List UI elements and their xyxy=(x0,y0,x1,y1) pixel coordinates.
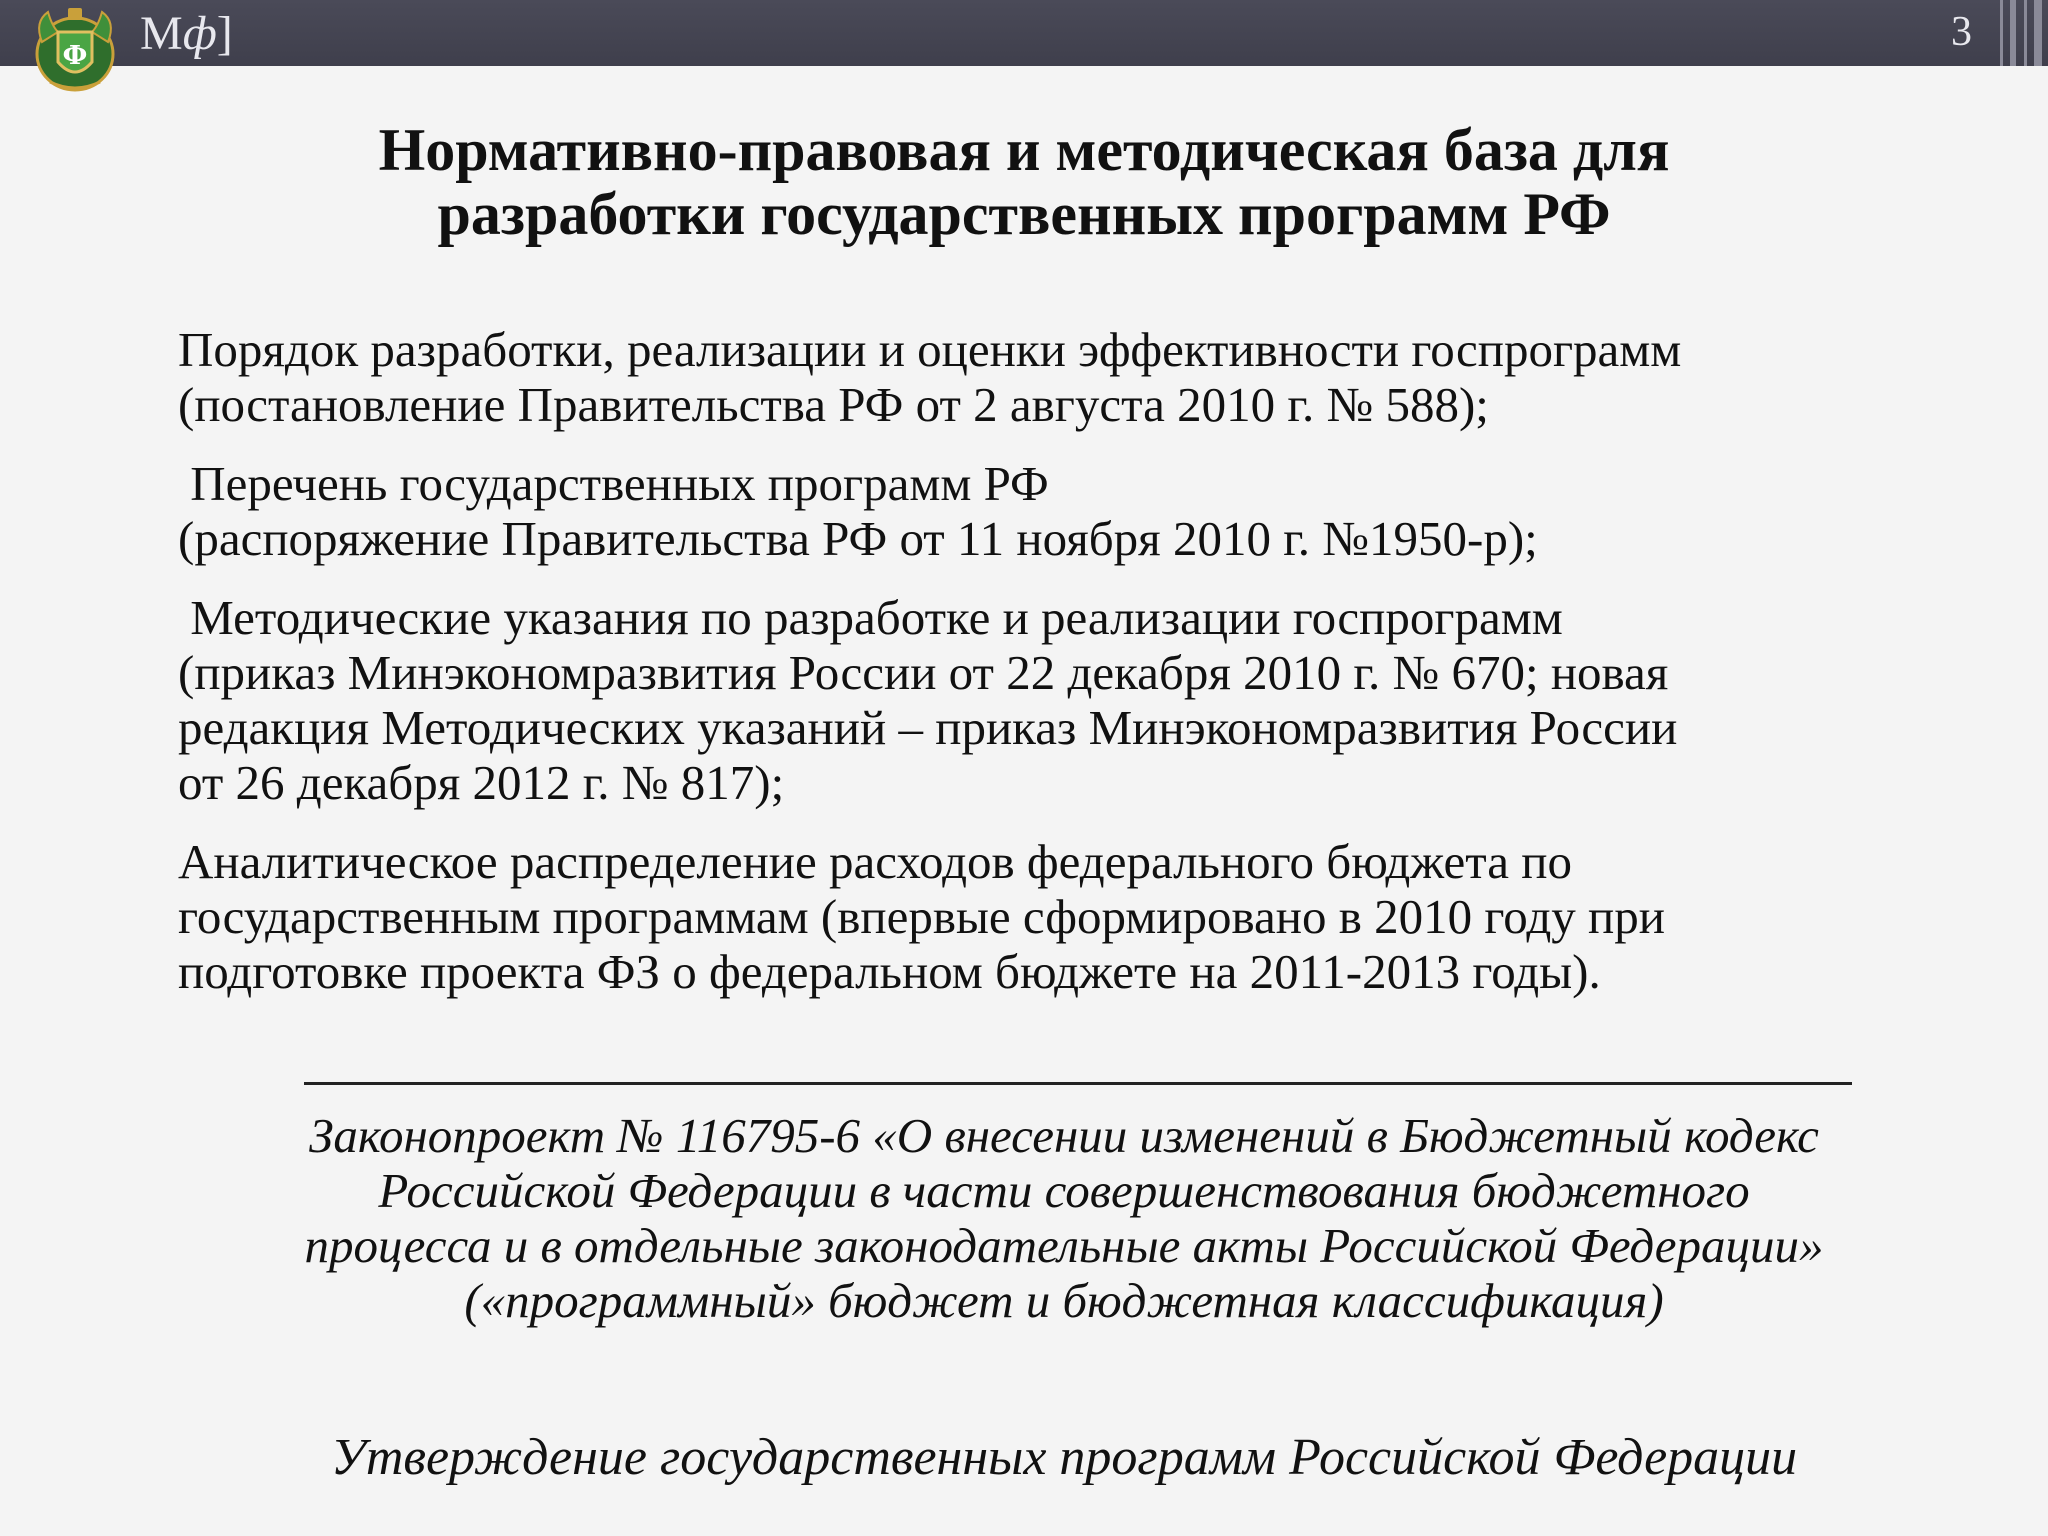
slide-title-line: Нормативно-правовая и методическая база для xyxy=(378,117,1670,183)
approval-note: Утверждение государственных программ Российской Федерации xyxy=(330,1429,1798,1486)
legal-basis-list xyxy=(178,322,1978,1023)
bill-note: Законопроект № 116795-6 «О внесении изменений в Бюджетный кодекс Российской Федерации в части совершенствования бюджетного процесса и в отдельные законодательные акты Российской Федерации» («программный» бюджет и бюджетная классификация) xyxy=(304,1108,1824,1328)
list-item: Методические указания по разработке и реализации госпрограмм (приказ Минэкономразвития России от 22 декабря 2010 г. № 670; новая редакция Методических указаний – приказ Минэкономразвития России от 26 декабря 2012 г. № 817); xyxy=(178,590,1678,810)
list-item: Порядок разработки, реализации и оценки эффективности госпрограмм (постановление Правительства РФ от 2 августа 2010 г. № 588); xyxy=(178,322,1682,432)
header-stripes xyxy=(2000,0,2048,66)
brand-logo-text: Мф] xyxy=(140,7,233,60)
svg-text:Ф: Ф xyxy=(62,41,88,71)
list-item: Перечень государственных программ РФ (распоряжение Правительства РФ от 11 ноября 2010 г. №1950-р); xyxy=(178,456,1538,566)
header-bar xyxy=(0,0,2048,66)
separator-line xyxy=(304,1082,1852,1085)
slide-title xyxy=(0,118,2048,246)
ministry-emblem-icon xyxy=(28,2,122,96)
list-item: Аналитическое распределение расходов федерального бюджета по государственным программам (впервые сформировано в 2010 году при подготовке проекта ФЗ о федеральном бюджете на 2011-2013 годы). xyxy=(178,834,1665,999)
slide-title-line: разработки государственных программ РФ xyxy=(437,181,1611,247)
slide-number: 3 xyxy=(1951,9,1972,55)
